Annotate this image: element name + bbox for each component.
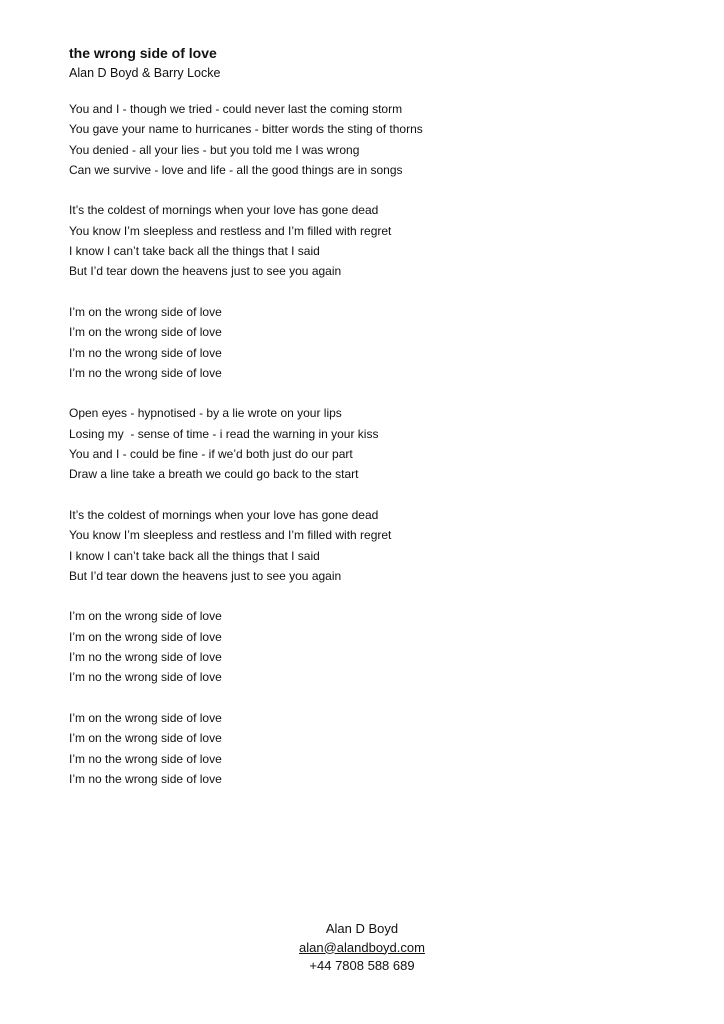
lyrics-body — [69, 99, 669, 809]
contact-block — [200, 920, 524, 976]
lyric-line: Losing my - sense of time - i read the warning in your kiss — [69, 426, 379, 441]
lyric-line: I’m on the wrong side of love — [69, 731, 222, 746]
lyric-line: I’m no the wrong side of love — [69, 365, 222, 380]
contact-name: Alan D Boyd — [325, 921, 399, 936]
lyric-line: It’s the coldest of mornings when your love has gone dead — [69, 203, 379, 218]
lyric-line: But I’d tear down the heavens just to see you again — [69, 264, 342, 279]
lyric-line: You know I’m sleepless and restless and I’m filled with regret — [69, 223, 392, 238]
lyric-line: You and I - though we tried - could never last the coming storm — [69, 102, 403, 116]
lyric-line: I’m on the wrong side of love — [69, 710, 222, 725]
lyric-line: You denied - all your lies - but you told me I was wrong — [69, 142, 360, 157]
lyric-line: I’m no the wrong side of love — [69, 650, 222, 665]
lyric-line: I’m on the wrong side of love — [69, 304, 222, 319]
lyric-line: I’m on the wrong side of love — [69, 629, 222, 644]
lyric-line: But I’d tear down the heavens just to see you again — [69, 568, 342, 583]
stanza — [69, 302, 669, 383]
stanza — [69, 505, 669, 586]
lyric-line: I’m no the wrong side of love — [69, 670, 222, 685]
song-authors: Alan D Boyd & Barry Locke — [69, 66, 221, 80]
lyric-line: Open eyes - hypnotised - by a lie wrote on your lips — [69, 406, 342, 421]
lyric-line: Can we survive - love and life - all the good things are in songs — [69, 162, 403, 177]
lyric-line: I’m no the wrong side of love — [69, 345, 222, 360]
lyric-line: You gave your name to hurricanes - bitter words the sting of thorns — [69, 122, 423, 137]
lyric-line: I know I can’t take back all the things that I said — [69, 244, 320, 259]
lyric-line: I’m on the wrong side of love — [69, 609, 222, 624]
stanza — [69, 708, 669, 789]
stanza — [69, 99, 669, 180]
lyric-line: You and I - could be fine - if we’d both just do our part — [69, 447, 353, 462]
lyric-line: You know I’m sleepless and restless and I’m filled with regret — [69, 528, 392, 543]
stanza — [69, 200, 669, 281]
stanza — [69, 606, 669, 687]
lyric-line: Draw a line take a breath we could go back to the start — [69, 467, 359, 482]
lyric-line: I know I can’t take back all the things that I said — [69, 548, 320, 563]
lyric-line: It’s the coldest of mornings when your love has gone dead — [69, 507, 379, 522]
lyric-line: I’m no the wrong side of love — [69, 751, 222, 766]
lyric-line: I’m no the wrong side of love — [69, 771, 222, 786]
song-title: the wrong side of love — [69, 45, 217, 61]
contact-email-link[interactable]: alan@alandboyd.com — [299, 939, 425, 955]
contact-phone: +44 7808 588 689 — [309, 958, 415, 973]
lyric-line: I’m on the wrong side of love — [69, 325, 222, 340]
stanza — [69, 403, 669, 484]
